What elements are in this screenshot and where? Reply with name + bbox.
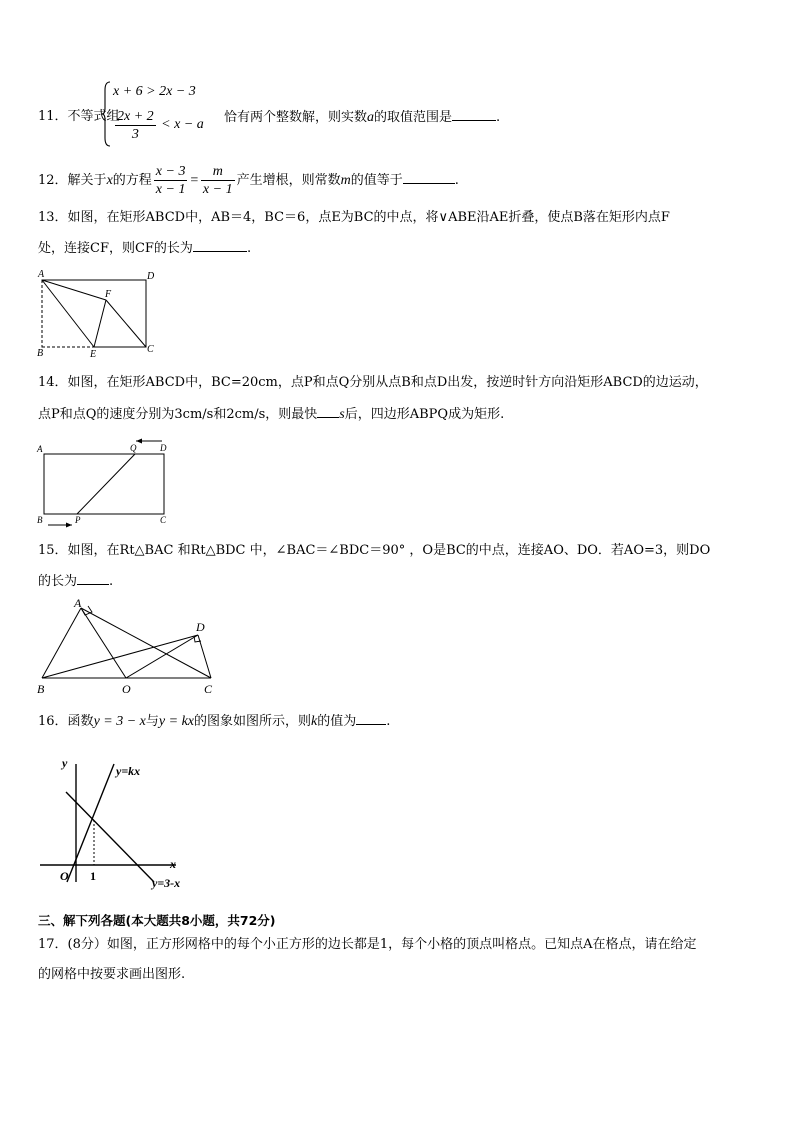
q11-inequality-1: x + 6 > 2x − 3 [113, 84, 196, 99]
q17-line-1: 17．(8分）如图，正方形网格中的每个小正方形的边长都是1，每个小格的顶点叫格点。已知点A在格点，请在给定 [38, 937, 697, 952]
q12-text-c: 产生增根，则常数 [236, 173, 341, 188]
question-12 [38, 163, 459, 198]
q13-rect-top-right [42, 280, 146, 347]
q13-end: . [246, 241, 252, 256]
q14-arrow-p-head [66, 523, 72, 528]
q16-text-c: 的图象如图所示，则 [194, 714, 312, 729]
q15-answer-blank[interactable] [77, 572, 109, 585]
q15-segment-ao [81, 608, 126, 678]
q12-var-m: m [340, 173, 351, 188]
q11-ineq2-rest: < x − a [161, 117, 204, 132]
q15-segment-bd [42, 635, 198, 678]
q14-line-1: 14．如图，在矩形ABCD中，BC=20cm，点P和点Q分别从点B和点D出发，按逆时针方向沿矩形ABCD的边运动， [38, 375, 708, 390]
q15-label-a: A [74, 596, 82, 610]
q15-line-2 [38, 572, 113, 591]
q14-label-b: B [37, 515, 43, 525]
q12-answer-blank[interactable] [403, 171, 455, 184]
q16-label-x: x [170, 857, 176, 871]
q14-line-2-b: 后，四边形ABPQ成为矩形. [344, 407, 505, 422]
q16-text-b: 与 [145, 714, 159, 729]
q12-frac1-numerator: x − 3 [155, 164, 186, 179]
q13-label-d: D [147, 271, 155, 282]
q14-label-c: C [160, 515, 167, 525]
q16-var-k: k [311, 714, 318, 729]
q11-brace [102, 80, 112, 148]
q12-text-d: 的值等于 [350, 173, 403, 188]
q14-line-2-a: 点P和点Q的速度分别为3cm/s和2cm/s，则最快 [38, 407, 318, 422]
section-3-title: 三、解下列各题(本大题共8小题，共72分) [38, 913, 276, 928]
q11-var-a: a [367, 110, 375, 125]
q12-frac1-denominator: x − 1 [155, 182, 186, 197]
q11-inequality-2 [113, 108, 204, 143]
question-16 [38, 712, 390, 731]
q16-label-one: 1 [90, 869, 96, 883]
q14-arrow-q-head [136, 439, 142, 444]
q11-ineq2-numerator: 2x + 2 [117, 109, 154, 124]
q12-frac2-numerator: m [201, 163, 235, 181]
q14-rectangle [44, 454, 164, 514]
q15-label-o: O [122, 682, 131, 696]
q14-segment-pq [77, 454, 135, 514]
q15-end: . [109, 574, 114, 589]
q13-label-a: A [38, 269, 45, 280]
q13-label-e: E [90, 349, 97, 360]
q11-suffix-a: 恰有两个整数解，则实数 [224, 110, 368, 125]
q13-segment-fc [106, 300, 146, 347]
q12-equals: = [189, 173, 199, 188]
q12-number: 12． [38, 173, 68, 188]
q14-label-q: Q [130, 443, 137, 453]
q11-tail [224, 108, 500, 127]
q15-segment-ac [81, 608, 211, 678]
q16-function-1: y = 3 − x [93, 714, 146, 729]
q12-end: . [454, 173, 459, 188]
q13-segment-af [42, 280, 106, 300]
q11-end: . [496, 110, 501, 125]
q12-text-a: 解关于 [67, 173, 107, 188]
q14-answer-blank[interactable] [317, 405, 339, 418]
q16-line-y3x [66, 792, 154, 882]
q12-text-b: 的方程 [112, 173, 152, 188]
q16-end: . [386, 714, 391, 729]
q12-frac2-denominator: x − 1 [202, 182, 233, 197]
q16-label-y3x: y=3-x [152, 876, 181, 890]
q15-line-2-text: 的长为 [38, 574, 78, 589]
q15-label-d: D [196, 620, 205, 634]
q16-label-y: y [62, 756, 68, 770]
q15-segment-ab [42, 608, 81, 678]
q16-answer-blank[interactable] [356, 712, 386, 725]
q14-label-a: A [37, 444, 43, 454]
q11-answer-blank[interactable] [452, 108, 496, 121]
q17-line-2: 的网格中按要求画出图形. [38, 967, 186, 982]
q13-line-2-text: 处，连接CF，则CF的长为 [38, 241, 193, 256]
q11-suffix-b: 的取值范围是 [374, 110, 453, 125]
q15-figure [34, 596, 224, 698]
q16-line-ykx [67, 764, 114, 882]
q14-unit: s [339, 407, 345, 422]
q14-label-d: D [160, 443, 167, 453]
q13-answer-blank[interactable] [193, 239, 247, 252]
q15-segment-do [126, 635, 198, 678]
q13-figure [34, 268, 164, 360]
q14-label-p: P [75, 515, 81, 525]
q14-line-2 [38, 405, 504, 424]
q13-line-1: 13．如图，在矩形ABCD中，AB＝4，BC＝6，点E为BC的中点，将∨ABE沿AE折叠，使点B落在矩形内点F [38, 210, 670, 225]
q15-line-1: 15．如图，在Rt△BAC 和Rt△BDC 中，∠BAC＝∠BDC＝90° ，O是BC的中点，连接AO、DO．若AO=3，则DO [38, 543, 711, 558]
q13-label-b: B [37, 348, 44, 359]
q15-label-c: C [204, 682, 213, 696]
q13-line-2 [38, 239, 251, 258]
q11-number: 11． [38, 109, 68, 124]
q11-ineq2-denominator: 3 [131, 127, 139, 142]
q16-figure [34, 750, 214, 900]
q14-figure [34, 434, 174, 530]
q16-number: 16． [38, 714, 68, 729]
q16-label-origin: O [60, 869, 69, 883]
q13-label-c: C [147, 344, 154, 355]
q13-segment-fe [94, 300, 106, 347]
q15-label-b: B [37, 682, 45, 696]
q16-label-ykx: y=kx [116, 764, 141, 778]
q13-segment-ae [42, 280, 94, 347]
q12-var-x: x [106, 173, 113, 188]
q16-text-d: 的值为 [317, 714, 357, 729]
q13-label-f: F [105, 289, 112, 300]
q11-prefix: 不等式组 [67, 109, 120, 124]
q16-function-2: y = kx [158, 714, 194, 729]
q16-text-a: 函数 [67, 714, 94, 729]
